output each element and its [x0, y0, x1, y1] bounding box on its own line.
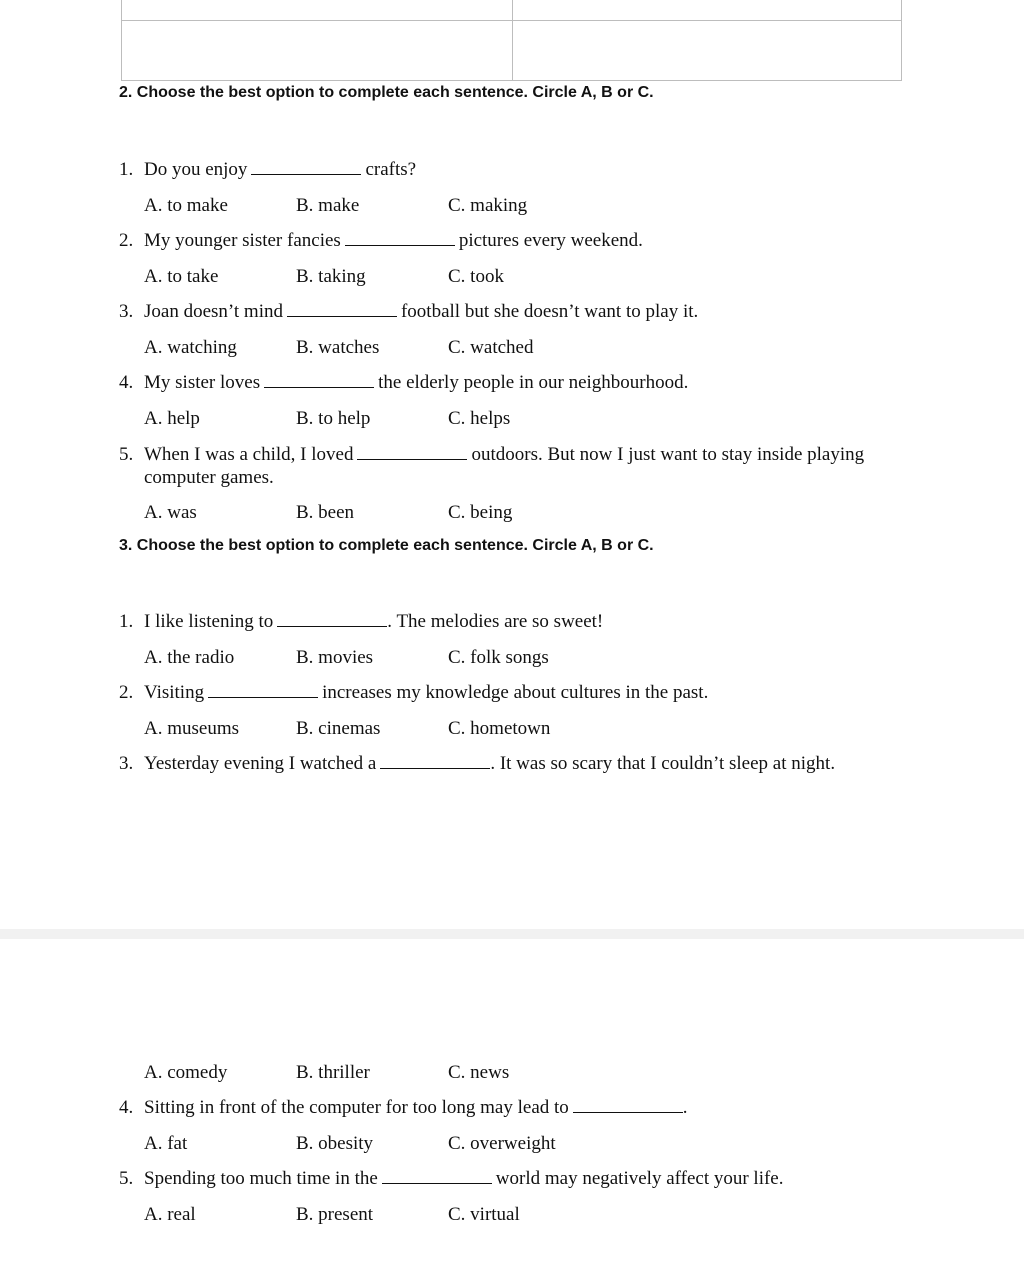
option-b[interactable]: B. cinemas — [296, 718, 381, 739]
answer-blank[interactable] — [345, 231, 455, 246]
question — [119, 1168, 784, 1190]
question-text-after: . The melodies are so sweet! — [387, 611, 604, 632]
question-number: 2. — [119, 682, 134, 703]
option-c[interactable]: C. overweight — [448, 1133, 556, 1154]
question-text-before: Joan doesn’t mind — [144, 301, 283, 322]
question-text-after: the elderly people in our neighbourhood. — [378, 372, 689, 393]
question-text-before: Spending too much time in the — [144, 1168, 378, 1189]
option-a[interactable]: A. watching — [144, 337, 237, 358]
option-c[interactable]: C. watched — [448, 337, 534, 358]
answer-table — [121, 0, 902, 81]
option-c[interactable]: C. folk songs — [448, 647, 549, 668]
section-3-heading: 3. Choose the best option to complete each sentence. Circle A, B or C. — [119, 537, 654, 554]
answer-blank[interactable] — [573, 1098, 683, 1113]
option-a[interactable]: A. museums — [144, 718, 239, 739]
option-a[interactable]: A. to make — [144, 195, 228, 216]
answer-blank[interactable] — [251, 160, 361, 175]
question — [119, 159, 416, 181]
question — [119, 1097, 688, 1119]
question — [119, 611, 603, 633]
option-a[interactable]: A. real — [144, 1204, 196, 1225]
question-text-before: Do you enjoy — [144, 159, 248, 180]
question-text-after: pictures every weekend. — [458, 230, 643, 251]
option-c[interactable]: C. helps — [448, 408, 511, 429]
question-number: 3. — [119, 301, 134, 322]
answer-blank[interactable] — [277, 612, 387, 627]
question-text-before: Yesterday evening I watched a — [144, 753, 377, 774]
question — [119, 753, 835, 775]
option-c[interactable]: C. hometown — [448, 718, 551, 739]
answer-blank[interactable] — [287, 302, 397, 317]
answer-blank[interactable] — [380, 754, 490, 769]
option-b[interactable]: B. movies — [296, 647, 374, 668]
question-number: 3. — [119, 753, 134, 774]
question-text-before: Visiting — [144, 682, 205, 703]
option-a[interactable]: A. was — [144, 502, 197, 523]
option-b[interactable]: B. to help — [296, 408, 371, 429]
question-text-before: When I was a child, I loved — [144, 444, 354, 465]
answer-blank[interactable] — [208, 683, 318, 698]
question-text-after: . — [682, 1097, 688, 1118]
question-text-after: crafts? — [365, 159, 417, 180]
option-b[interactable]: B. taking — [296, 266, 366, 287]
question-text-before: Sitting in front of the computer for too long may lead to — [144, 1097, 569, 1118]
section-2-heading: 2. Choose the best option to complete each sentence. Circle A, B or C. — [119, 84, 654, 101]
page-break — [0, 929, 1024, 939]
question-number: 5. — [119, 444, 134, 465]
question-number: 2. — [119, 230, 134, 251]
option-a[interactable]: A. comedy — [144, 1062, 228, 1083]
question-text-after: football but she doesn’t want to play it. — [400, 301, 699, 322]
question-number: 4. — [119, 1097, 134, 1118]
option-b[interactable]: B. present — [296, 1204, 374, 1225]
option-c[interactable]: C. making — [448, 195, 528, 216]
question-text-after: outdoors. But now I just want to stay inside playing computer games. — [144, 444, 865, 488]
question — [119, 443, 909, 489]
option-b[interactable]: B. obesity — [296, 1133, 374, 1154]
option-a[interactable]: A. the radio — [144, 647, 235, 668]
question-text-after: increases my knowledge about cultures in the past. — [322, 682, 709, 703]
question — [119, 682, 708, 704]
option-c[interactable]: C. took — [448, 266, 504, 287]
question — [119, 301, 698, 323]
option-c[interactable]: C. news — [448, 1062, 510, 1083]
question-text-before: My younger sister fancies — [144, 230, 341, 251]
question-number: 4. — [119, 372, 134, 393]
option-b[interactable]: B. make — [296, 195, 360, 216]
option-a[interactable]: A. to take — [144, 266, 219, 287]
option-a[interactable]: A. help — [144, 408, 200, 429]
answer-blank[interactable] — [382, 1169, 492, 1184]
table-column-divider — [512, 0, 513, 80]
question — [119, 372, 688, 394]
option-b[interactable]: B. been — [296, 502, 355, 523]
option-b[interactable]: B. watches — [296, 337, 380, 358]
question-text-before: My sister loves — [144, 372, 261, 393]
question-number: 1. — [119, 159, 134, 180]
question-text-before: I like listening to — [144, 611, 274, 632]
answer-blank[interactable] — [357, 445, 467, 460]
question — [119, 230, 643, 252]
option-c[interactable]: C. virtual — [448, 1204, 520, 1225]
option-a[interactable]: A. fat — [144, 1133, 188, 1154]
question-text-after: world may negatively affect your life. — [495, 1168, 784, 1189]
question-text-after: . It was so scary that I couldn’t sleep at night. — [490, 753, 836, 774]
answer-blank[interactable] — [264, 373, 374, 388]
option-b[interactable]: B. thriller — [296, 1062, 370, 1083]
question-number: 1. — [119, 611, 134, 632]
question-number: 5. — [119, 1168, 134, 1189]
option-c[interactable]: C. being — [448, 502, 513, 523]
